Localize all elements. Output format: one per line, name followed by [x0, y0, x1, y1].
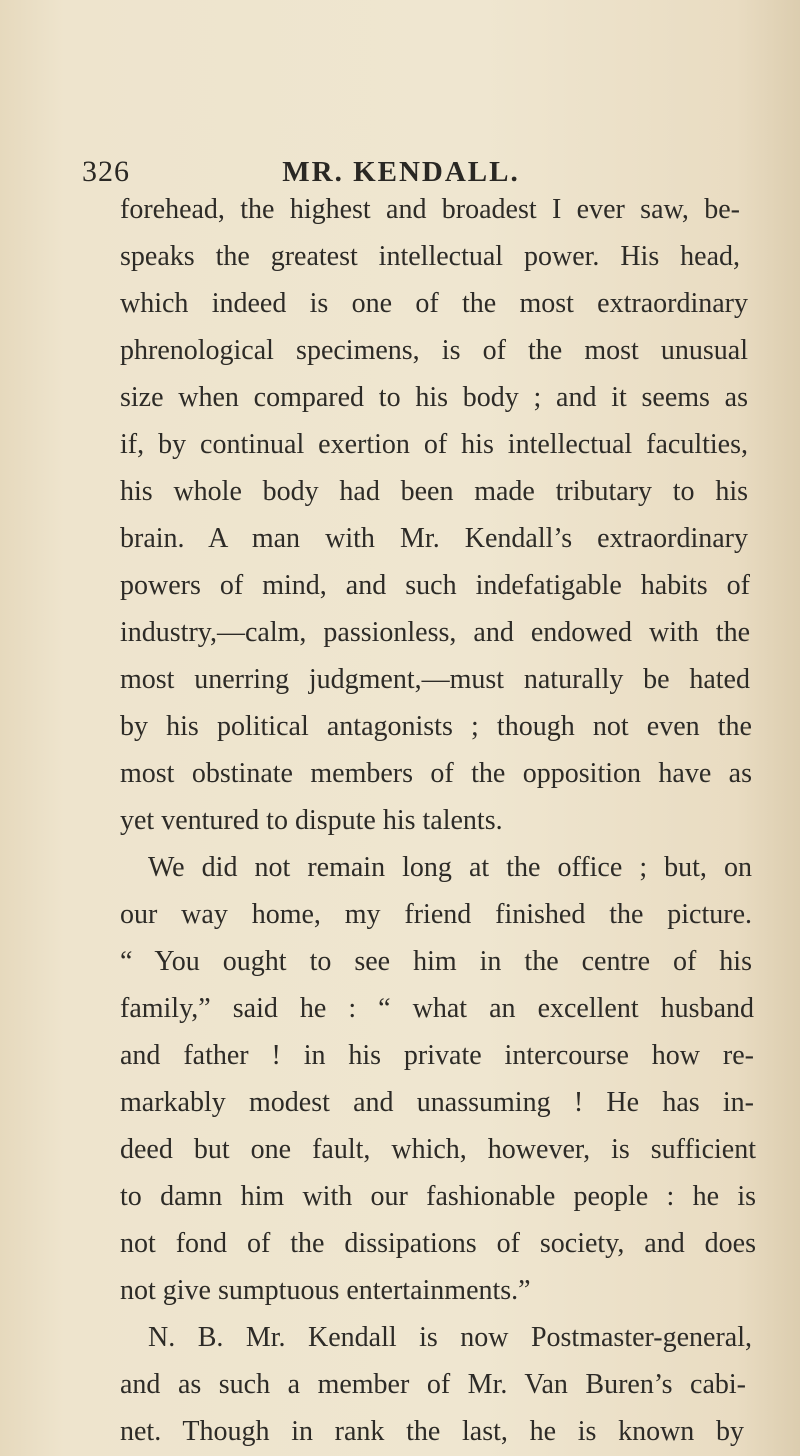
- text-line: forehead, the highest and broadest I ever saw, be-: [120, 194, 740, 225]
- text-line: speaks the greatest intellectual power. His head,: [120, 241, 740, 272]
- text-line: phrenological specimens, is of the most unusual: [120, 335, 748, 366]
- text-line: and as such a member of Mr. Van Buren’s cabi-: [120, 1369, 746, 1400]
- text-line: if, by continual exertion of his intellectual faculties,: [120, 429, 748, 460]
- text-line: N. B. Mr. Kendall is now Postmaster-general,: [148, 1322, 752, 1353]
- text-line: by his political antagonists ; though not even the: [120, 711, 752, 742]
- text-line: net. Though in rank the last, he is known by: [120, 1416, 744, 1447]
- text-line: most obstinate members of the opposition have as: [120, 758, 752, 789]
- page-number: 326: [82, 155, 130, 188]
- text-line: our way home, my friend finished the picture.: [120, 899, 752, 930]
- text-line: to damn him with our fashionable people : he is: [120, 1181, 756, 1212]
- text-line: not fond of the dissipations of society, and does: [120, 1228, 756, 1259]
- text-line: industry,—calm, passionless, and endowed with the: [120, 617, 750, 648]
- running-title: MR. KENDALL.: [282, 156, 520, 188]
- text-line: not give sumptuous entertainments.”: [120, 1275, 531, 1306]
- text-line: his whole body had been made tributary to his: [120, 476, 748, 507]
- text-line: and father ! in his private intercourse how re-: [120, 1040, 754, 1071]
- text-line: “ You ought to see him in the centre of his: [120, 946, 752, 977]
- text-line: yet ventured to dispute his talents.: [120, 805, 503, 836]
- text-line: deed but one fault, which, however, is sufficient: [120, 1134, 756, 1165]
- text-line: size when compared to his body ; and it seems as: [120, 382, 748, 413]
- text-line: most unerring judgment,—must naturally be hated: [120, 664, 750, 695]
- text-line: We did not remain long at the office ; but, on: [148, 852, 752, 883]
- text-line: markably modest and unassuming ! He has in-: [120, 1087, 754, 1118]
- text-line: family,” said he : “ what an excellent husband: [120, 993, 754, 1024]
- text-line: which indeed is one of the most extraordinary: [120, 288, 748, 319]
- text-line: powers of mind, and such indefatigable habits of: [120, 570, 750, 601]
- text-line: brain. A man with Mr. Kendall’s extraordinary: [120, 523, 748, 554]
